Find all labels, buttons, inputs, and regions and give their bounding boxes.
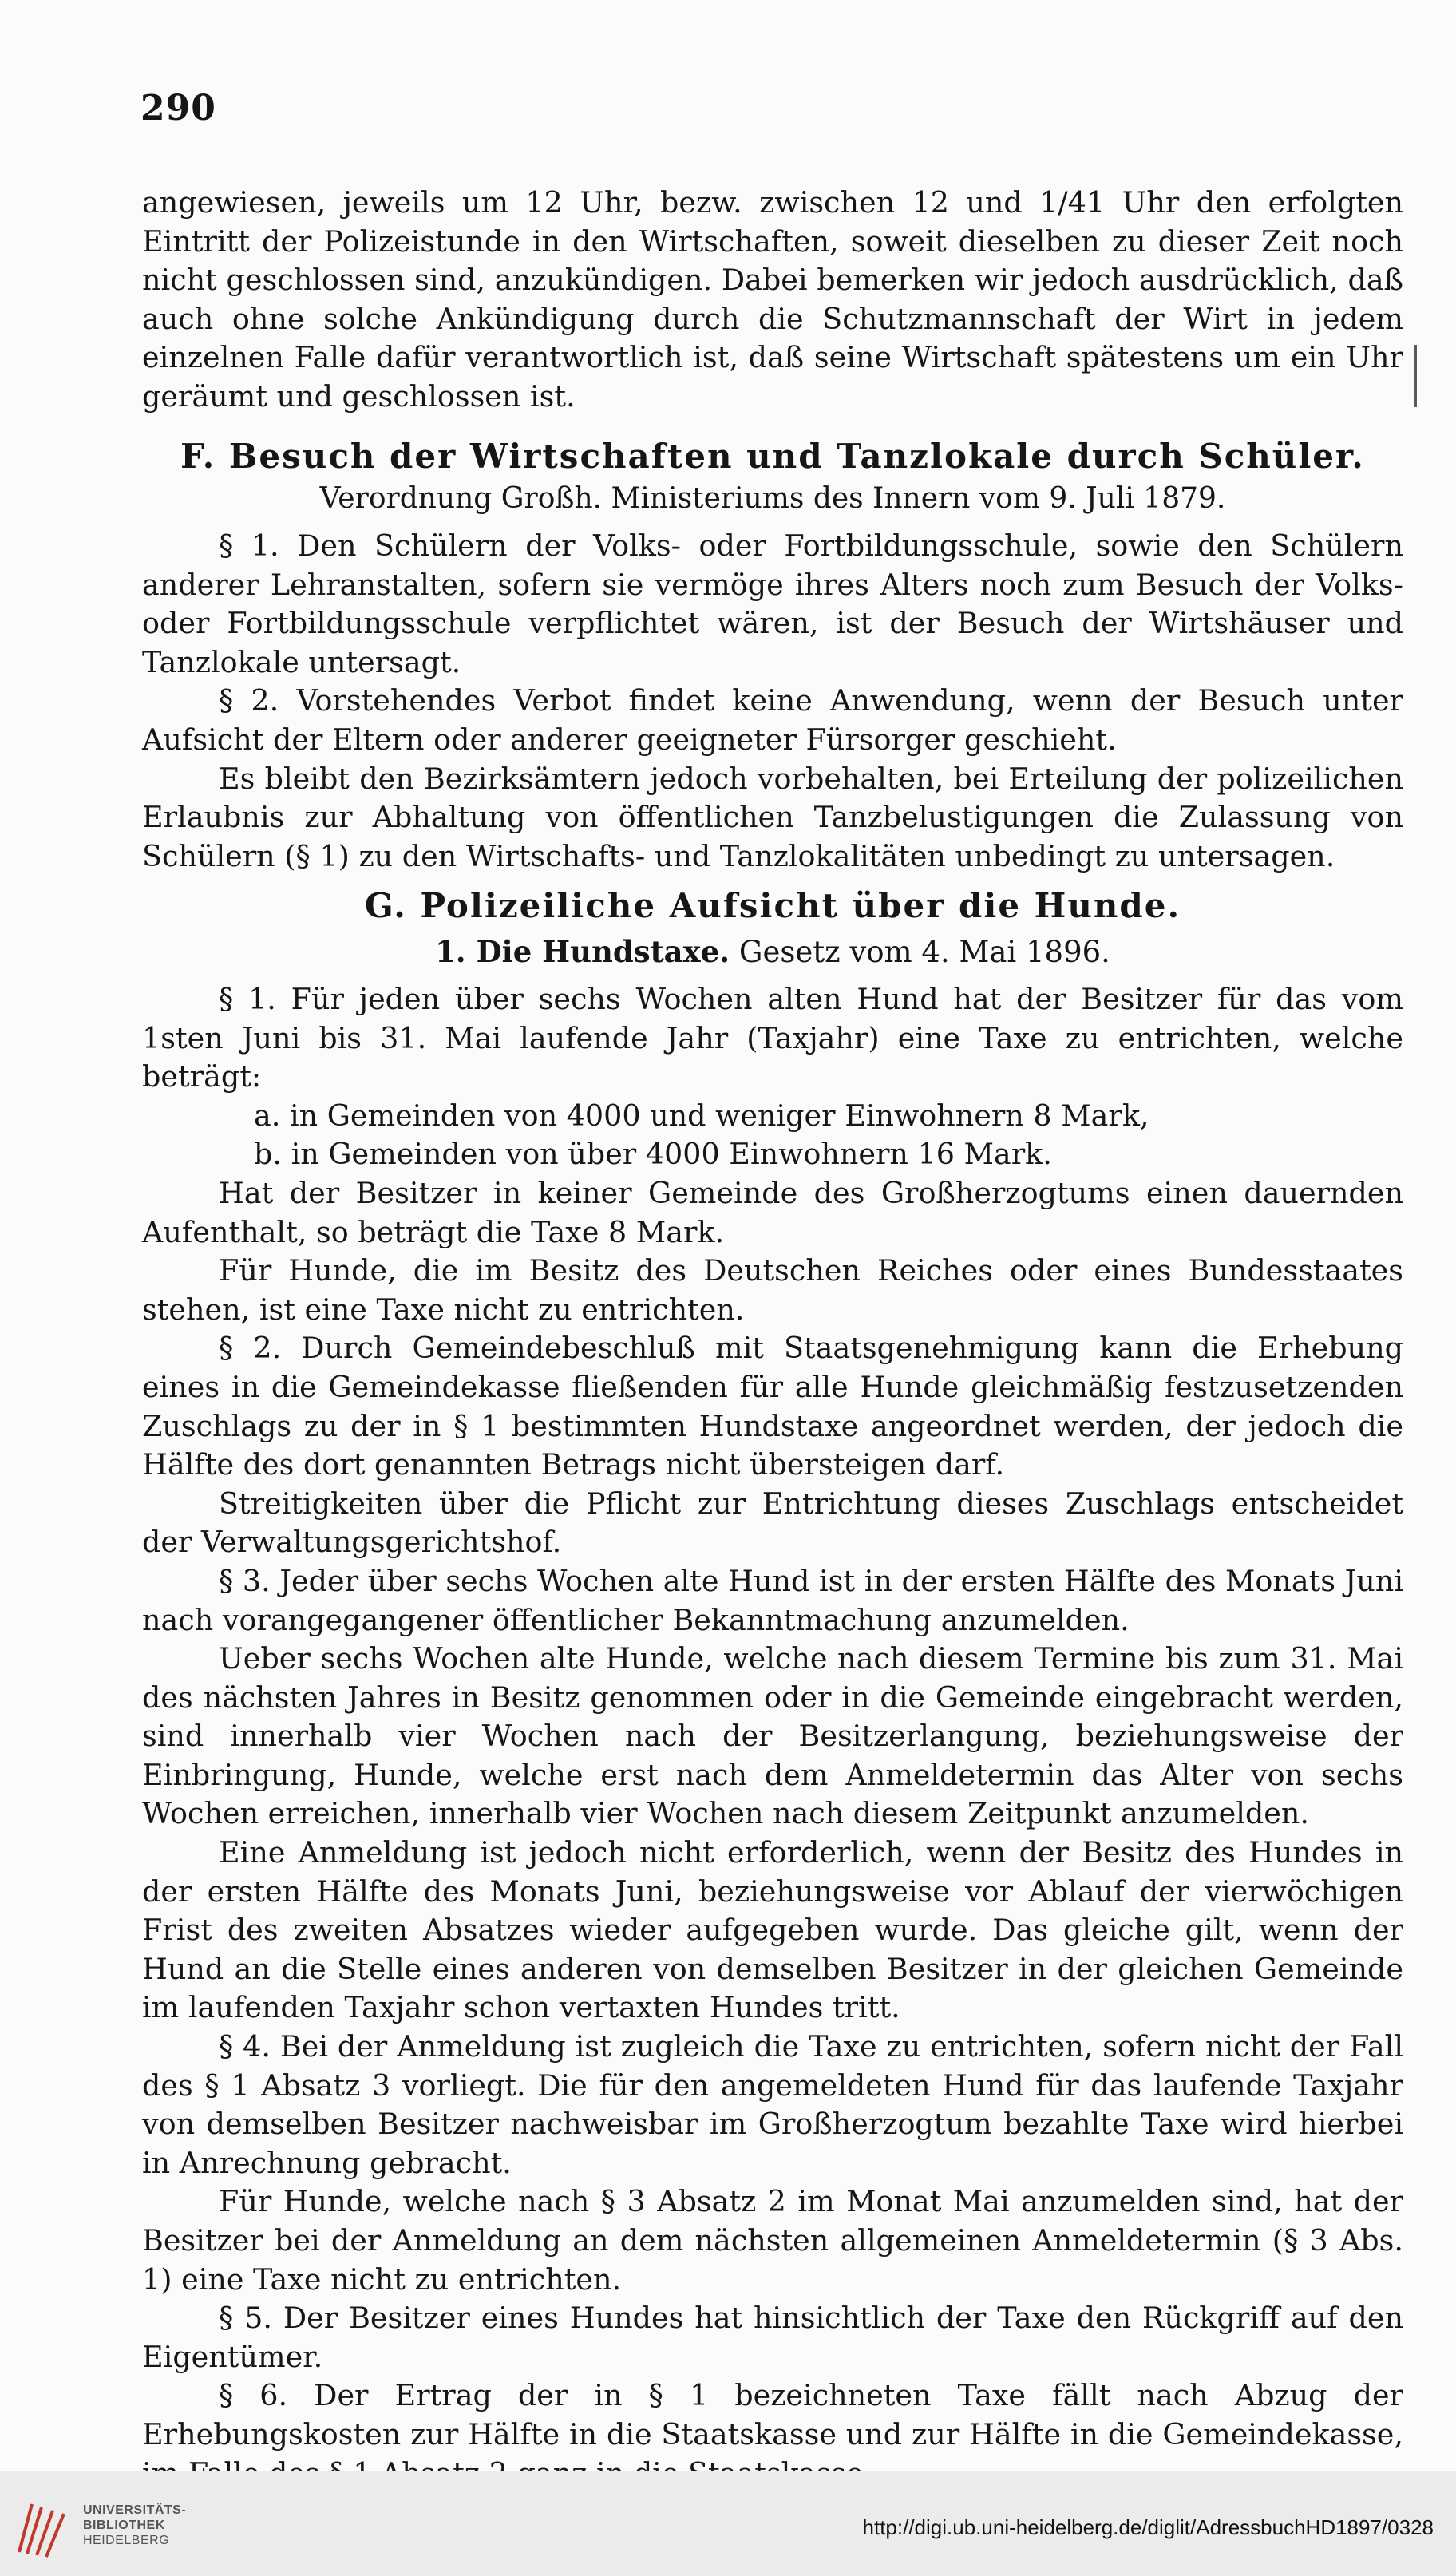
logo-line-3: HEIDELBERG bbox=[83, 2534, 170, 2547]
section-f-paragraph-2: § 2. Vorstehendes Verbot findet keine Anwendung, wenn der Besuch unter Aufsicht der Eltern oder anderer geeigneter Fürsorger geschieht. bbox=[142, 683, 1403, 757]
section-g-paragraph-12: § 6. Der Ertrag der in § 1 bezeichneten Taxe fällt nach Abzug der Erhebungskosten zur Hälfte in die Staatskasse und zur Hälfte in die Gemeindekasse, bbox=[142, 2378, 1403, 2451]
section-g-title: G. Polizeiliche Aufsicht über die Hunde. bbox=[364, 886, 1181, 925]
section-g-paragraph-2: Hat der Besitzer in keiner Gemeinde des Großherzogtums einen dauernden Aufenthalt, so beträgt die Taxe 8 Mark. bbox=[142, 1175, 1403, 1249]
section-g-paragraph-1: § 1. Für jeden über sechs Wochen alten Hund hat der Besitzer für das vom 1sten Juni bis 31. Mai laufende Jahr (Taxjahr) eine Taxe zu entrichten, welche beträgt: bbox=[142, 982, 1403, 1094]
section-g-item-a: a. in Gemeinden von 4000 und weniger Einwohnern 8 Mark, bbox=[254, 1098, 1149, 1133]
section-g-item-b: b. in Gemeinden von über 4000 Einwohnern 16 Mark. bbox=[254, 1137, 1052, 1172]
section-f-title: F. Besuch der Wirtschaften und Tanzlokale durch Schüler. bbox=[180, 437, 1365, 476]
source-url-link[interactable]: http://digi.ub.uni-heidelberg.de/diglit/AdressbuchHD1897/0328 bbox=[862, 2515, 1434, 2539]
section-f-body bbox=[142, 527, 1403, 876]
section-f-subtitle: Verordnung Großh. Ministeriums des Innern vom 9. Juli 1879. bbox=[319, 482, 1226, 515]
intro-paragraph: angewiesen, jeweils um 12 Uhr, bezw. zwischen 12 und 1/41 Uhr den erfolgten Eintritt der Polizeistunde in den Wirtschaften, soweit dieselben zu dieser Zeit noch nicht geschlossen sind, anzukündigen. Dabei bemerken wir jedoch ausdrücklich, daß auch ohne solche Ankündigung durch die Schutzmannschaft der Wirt in jedem einzelnen Falle dafür verantwortlich ist, daß seine Wirtschaft spätestens um ein Uhr geräumt und geschlossen ist. bbox=[142, 185, 1403, 414]
section-f-paragraph-3: Es bleibt den Bezirksämtern jedoch vorbehalten, bei Erteilung der polizeilichen Erlaubnis zur Abhaltung von öffentlichen Tanzbelustigungen die Zulassung von Schülern (§ 1) zu den Wirtschafts- und Tanzlokalitäten unbedingt zu untersagen. bbox=[142, 761, 1403, 873]
page-number: 290 bbox=[140, 88, 216, 129]
logo-line-2: BIBLIOTHEK bbox=[83, 2519, 165, 2532]
library-logo-strokes bbox=[19, 2504, 64, 2557]
logo-line-1: UNIVERSITÄTS- bbox=[83, 2503, 187, 2517]
margin-rule bbox=[1414, 345, 1417, 407]
section-g-body bbox=[142, 980, 1403, 2493]
section-g-paragraph-7: Ueber sechs Wochen alte Hunde, welche nach diesem Termine bis zum 31. Mai des nächsten Jahres in Besitz genommen oder in die Gemeinde eingebracht werden, sind innerhalb vier Wochen nach der Besitzerlangung, beziehungsweise der Einbringung, Hunde, welche erst nach dem Anmeldetermin das Alter von sechs Wochen erreichen, innerhalb vier Wochen nach diesem Zeitpunkt anzumelden. bbox=[142, 1641, 1403, 1831]
section-g-paragraph-9: § 4. Bei der Anmeldung ist zugleich die Taxe zu entrichten, sofern nicht der Fall des § 1 Absatz 3 vorliegt. Die für den angemeldeten Hund für das laufende Taxjahr von demselben Besitzer nachweisbar im Großherzogtum bezahlte Taxe wird hierbei in Anrechnung gebracht. bbox=[142, 2029, 1403, 2180]
section-g-paragraph-8: Eine Anmeldung ist jedoch nicht erforderlich, wenn der Besitz des Hundes in der ersten Hälfte des Monats Juni, beziehungsweise vor Ablauf der vierwöchigen Frist des zweiten Absatzes wieder aufgegeben wurde. Das gleiche gilt, wenn der Hund an die Stelle eines anderen von demselben Besitzer in der gleichen Gemeinde im laufenden Taxjahr schon vertaxten Hundes tritt. bbox=[142, 1835, 1403, 2025]
section-g-subtitle-bold: 1. Die Hundstaxe. bbox=[435, 934, 730, 969]
library-logo-icon bbox=[14, 2496, 70, 2560]
section-g-paragraph-11: § 5. Der Besitzer eines Hundes hat hinsichtlich der Taxe den Rückgriff auf den Eigentümer. bbox=[142, 2301, 1403, 2374]
section-g-subtitle bbox=[142, 934, 1403, 969]
intro-block bbox=[142, 184, 1403, 417]
library-logo-text bbox=[83, 2503, 186, 2548]
section-g-paragraph-4: § 2. Durch Gemeindebeschluß mit Staatsgenehmigung kann die Erhebung eines in die Gemeindekasse fließenden für alle Hunde gleichmäßig festzusetzenden Zuschlags zu der in § 1 bestimmten Hundstaxe angeordnet werden, der jedoch die Hälfte des dort genannten Betrags nicht übersteigen darf. bbox=[142, 1331, 1403, 1482]
section-g-paragraph-5: Streitigkeiten über die Pflicht zur Entrichtung dieses Zuschlags entscheidet der Verwaltungsgerichtshof. bbox=[142, 1486, 1403, 1560]
section-g-paragraph-3: Für Hunde, die im Besitz des Deutschen Reiches oder eines Bundesstaates stehen, ist eine Taxe nicht zu entrichten. bbox=[142, 1253, 1403, 1327]
section-g-paragraph-10: Für Hunde, welche nach § 3 Absatz 2 im Monat Mai anzumelden sind, hat der Besitzer bei der Anmeldung an dem nächsten allgemeinen Anmeldetermin (§ 3 Abs. 1) eine Taxe nicht zu entrichten. bbox=[142, 2184, 1403, 2297]
section-g-paragraph-6: § 3. Jeder über sechs Wochen alte Hund ist in der ersten Hälfte des Monats Juni nach vorangegangener öffentlicher Bekanntmachung anzumelden. bbox=[142, 1563, 1403, 1637]
footer-bar bbox=[0, 2471, 1456, 2576]
section-f-paragraph-1: § 1. Den Schülern der Volks- oder Fortbildungsschule, sowie den Schülern anderer Lehranstalten, sofern sie vermöge ihres Alters noch zum Besuch der Volks- oder Fortbildungsschule verpflichtet wären, ist der Besuch der Wirtshäuser und Tanzlokale untersagt. bbox=[142, 528, 1403, 679]
section-g-subtitle-rest: Gesetz vom 4. Mai 1896. bbox=[730, 935, 1110, 969]
